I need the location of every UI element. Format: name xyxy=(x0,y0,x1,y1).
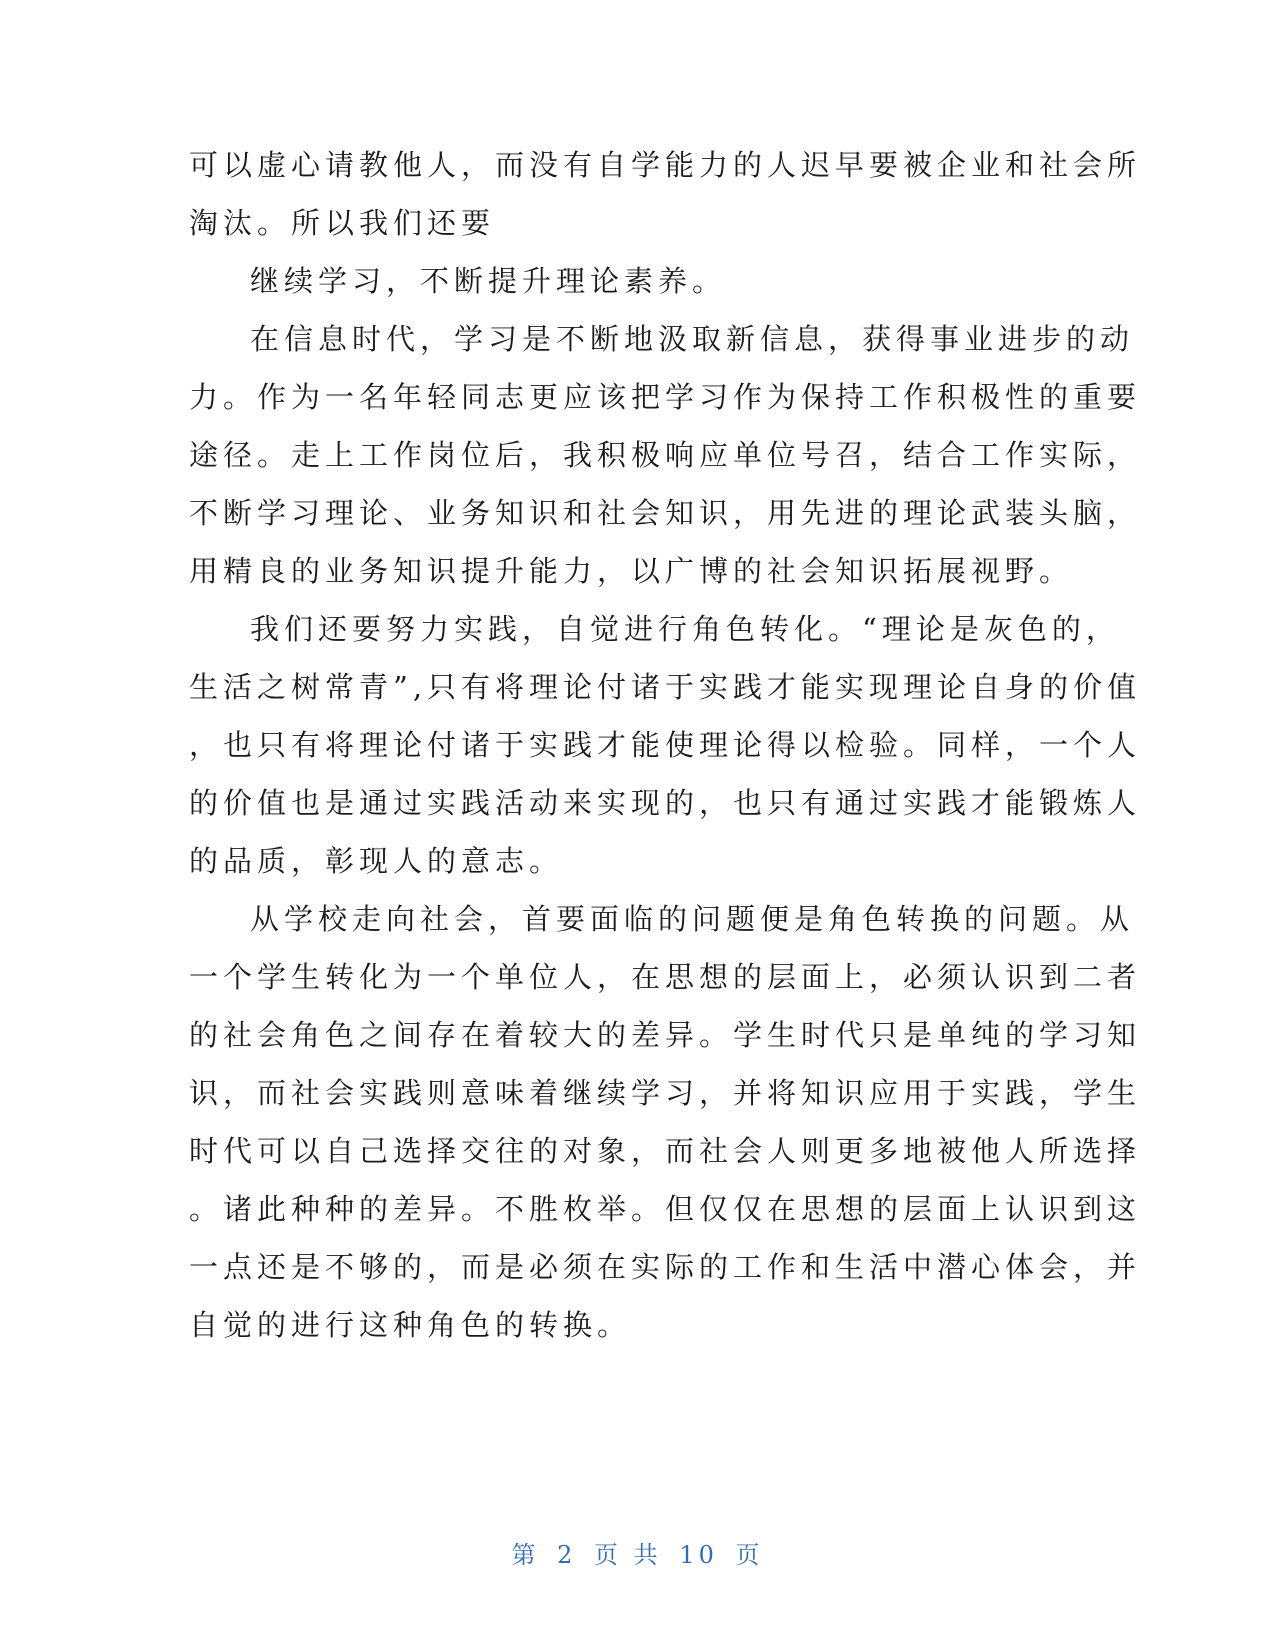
paragraph-line: 在信息时代，学习是不断地汲取新信息，获得事业进步的动 xyxy=(250,322,1135,356)
text-line: 生活之树常青”,只有将理论付诸于实践才能实现理论自身的价值 xyxy=(189,670,1142,704)
paragraph-line: 继续学习，不断提升理论素养。 xyxy=(250,264,727,298)
text-line: 的价值也是通过实践活动来实现的，也只有通过实践才能锻炼人 xyxy=(189,786,1142,820)
paragraph-line: 从学校走向社会，首要面临的问题便是角色转换的问题。从 xyxy=(250,902,1135,936)
text-line: 途径。走上工作岗位后，我积极响应单位号召，结合工作实际， xyxy=(189,438,1142,472)
text-line: 一个学生转化为一个单位人，在思想的层面上，必须认识到二者 xyxy=(189,960,1142,994)
page-footer xyxy=(0,1540,1275,1570)
text-line: 淘汰。所以我们还要 xyxy=(189,206,496,240)
footer-middle: 页 共 xyxy=(594,1541,662,1569)
text-line: 的品质，彰现人的意志。 xyxy=(189,844,564,878)
text-line: 不断学习理论、业务知识和社会知识，用先进的理论武装头脑， xyxy=(189,496,1142,530)
text-line: 力。作为一名年轻同志更应该把学习作为保持工作积极性的重要 xyxy=(189,380,1142,414)
footer-prefix: 第 xyxy=(511,1541,540,1569)
footer-suffix: 页 xyxy=(735,1541,764,1569)
text-line: 用精良的业务知识提升能力，以广博的社会知识拓展视野。 xyxy=(189,554,1074,588)
text-line: 。诸此种种的差异。不胜枚举。但仅仅在思想的层面上认识到这 xyxy=(189,1192,1142,1226)
footer-page-number: 2 xyxy=(557,1541,577,1569)
text-line: 的社会角色之间存在着较大的差异。学生时代只是单纯的学习知 xyxy=(189,1018,1142,1052)
footer-total-pages: 10 xyxy=(679,1541,718,1569)
text-line: 可以虚心请教他人，而没有自学能力的人迟早要被企业和社会所 xyxy=(189,148,1142,182)
text-line: 时代可以自己选择交往的对象，而社会人则更多地被他人所选择 xyxy=(189,1134,1142,1168)
text-line: 一点还是不够的，而是必须在实际的工作和生活中潜心体会，并 xyxy=(189,1250,1142,1284)
text-line: 识，而社会实践则意味着继续学习，并将知识应用于实践，学生 xyxy=(189,1076,1142,1110)
text-line: 自觉的进行这种角色的转换。 xyxy=(189,1308,632,1342)
text-line: ，也只有将理论付诸于实践才能使理论得以检验。同样，一个人 xyxy=(189,728,1142,762)
paragraph-line: 我们还要努力实践，自觉进行角色转化。“理论是灰色的， xyxy=(250,612,1120,646)
